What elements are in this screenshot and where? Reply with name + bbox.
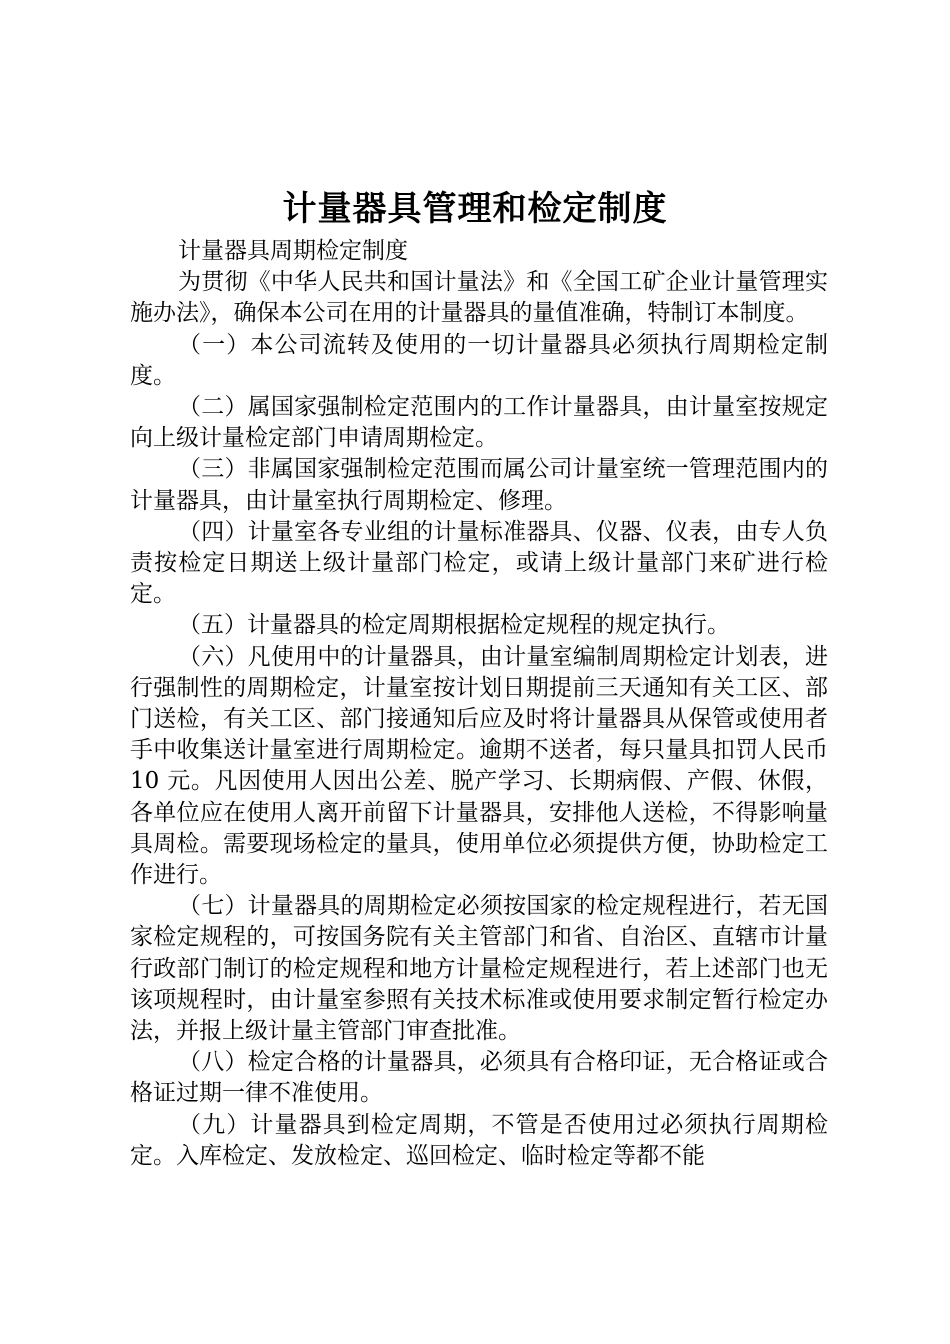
paragraph-intro: 为贯彻《中华人民共和国计量法》和《全国工矿企业计量管理实施办法》，确保本公司在用的计量器具的量值准确，特制订本制度。 <box>130 269 828 327</box>
paragraph-item-5: （五）计量器具的检定周期根据检定规程的规定执行。 <box>178 612 730 639</box>
paragraph-item-8: （八）检定合格的计量器具，必须具有合格印证，无合格证或合格证过期一律不准使用。 <box>130 1049 828 1107</box>
paragraph-item-6: （六）凡使用中的计量器具，由计量室编制周期检定计划表，进行强制性的周期检定，计量室按计划日期提前三天通知有关工区、部门送检，有关工区、部门接通知后应及时将计量器具从保管或使用者手中收集送计量室进行周期检定。逾期不送者，每只量具扣罚人民币 10 元。凡因使用人因出公差、脱产学习、长期病假、产假、休假，各单位应在使用人离开前留下计量器具，安排他人送检，不得影响量具周检。需要现场检定的量具，使用单位必须提供方便，协助检定工作进行。 <box>130 643 828 889</box>
document-title: 计量器具管理和检定制度 <box>282 189 668 229</box>
paragraph-item-2: （二）属国家强制检定范围内的工作计量器具，由计量室按规定向上级计量检定部门申请周期检定。 <box>130 394 828 452</box>
paragraph-item-9: （九）计量器具到检定周期，不管是否使用过必须执行周期检定。入库检定、发放检定、巡回检定、临时检定等都不能 <box>130 1111 828 1169</box>
section-subtitle: 计量器具周期检定制度 <box>178 238 408 264</box>
paragraph-item-7: （七）计量器具的周期检定必须按国家的检定规程进行，若无国家检定规程的，可按国务院有关主管部门和省、自治区、直辖市计量行政部门制订的检定规程和地方计量检定规程进行，若上述部门也无该项规程时，由计量室参照有关技术标准或使用要求制定暂行检定办法，并报上级计量主管部门审查批准。 <box>130 893 828 1045</box>
paragraph-item-4: （四）计量室各专业组的计量标准器具、仪器、仪表，由专人负责按检定日期送上级计量部门检定，或请上级计量部门来矿进行检定。 <box>130 518 828 608</box>
document-body <box>130 236 828 1172</box>
paragraph-item-3: （三）非属国家强制检定范围而属公司计量室统一管理范围内的计量器具，由计量室执行周期检定、修理。 <box>130 456 828 514</box>
paragraph-item-1: （一）本公司流转及使用的一切计量器具必须执行周期检定制度。 <box>130 331 828 389</box>
